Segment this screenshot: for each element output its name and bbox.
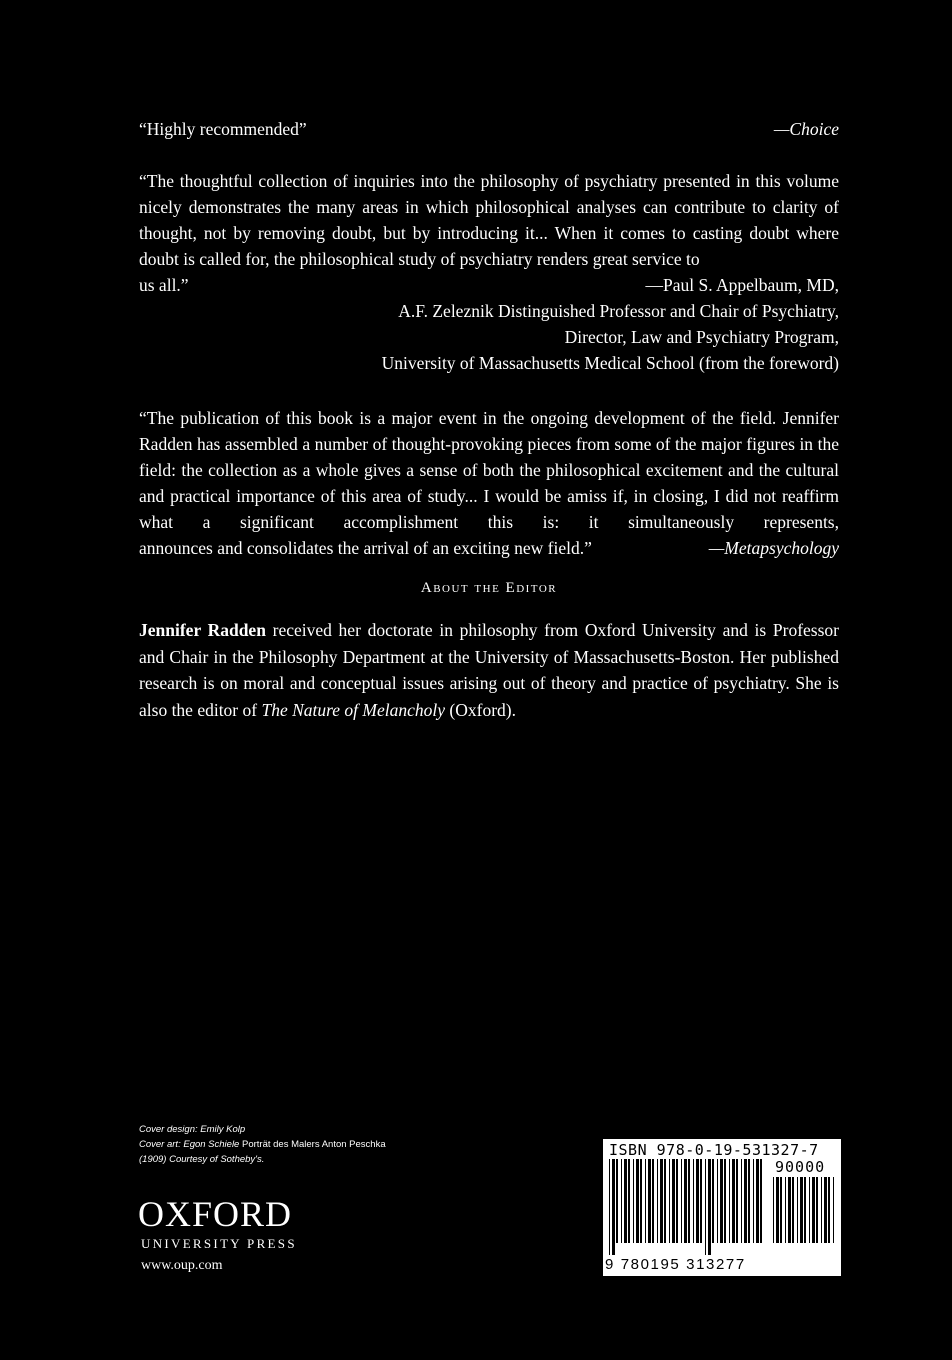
publisher-url[interactable]: www.oup.com bbox=[141, 1258, 223, 1273]
ean-bars bbox=[607, 1159, 767, 1255]
barcode-bar bbox=[724, 1159, 726, 1243]
barcode-bar bbox=[744, 1159, 747, 1243]
review-3-source: —Metapsychology bbox=[708, 538, 839, 558]
barcode-bar bbox=[760, 1159, 762, 1243]
barcode-bar bbox=[809, 1177, 810, 1243]
design-name: Emily Kolp bbox=[200, 1124, 246, 1135]
barcode-bar bbox=[652, 1159, 654, 1243]
review-3 bbox=[139, 405, 839, 561]
barcode-bar bbox=[720, 1159, 723, 1243]
art-title: Porträt des Malers Anton Peschka bbox=[241, 1139, 386, 1150]
isbn-barcode bbox=[603, 1139, 841, 1276]
barcode-bar bbox=[824, 1177, 827, 1243]
design-label: Cover design: bbox=[139, 1124, 198, 1135]
review-1-source: —Choice bbox=[773, 119, 839, 139]
barcode-bar bbox=[773, 1177, 774, 1243]
barcode-bar bbox=[828, 1177, 830, 1243]
barcode-bar bbox=[609, 1159, 610, 1255]
barcode-bar bbox=[693, 1159, 694, 1243]
barcode-bar bbox=[812, 1177, 815, 1243]
review-2 bbox=[139, 168, 839, 376]
barcode-bar bbox=[681, 1159, 682, 1243]
review-2-affiliation-1: A.F. Zeleznik Distinguished Professor and Chair of Psychiatry, bbox=[398, 301, 839, 321]
review-3-quote-end: announces and consolidates the arrival of an exciting new field.” bbox=[139, 538, 592, 558]
barcode-bar bbox=[748, 1159, 750, 1243]
barcode-bar bbox=[648, 1159, 651, 1243]
addon-bars bbox=[771, 1177, 837, 1255]
barcode-bar bbox=[800, 1177, 803, 1243]
barcode-bar bbox=[640, 1159, 642, 1243]
barcode-bar bbox=[664, 1159, 666, 1243]
review-2-affiliation-3: University of Massachusetts Medical School (from the foreword) bbox=[381, 353, 839, 373]
ean-digits: 9 780195 313277 bbox=[605, 1256, 746, 1273]
about-heading: About the Editor bbox=[420, 580, 558, 596]
barcode-bar bbox=[696, 1159, 699, 1243]
barcode-bar bbox=[657, 1159, 658, 1243]
barcode-bar bbox=[797, 1177, 798, 1243]
barcode-bar bbox=[645, 1159, 646, 1243]
barcode-bar bbox=[616, 1159, 618, 1243]
review-1-quote: “Highly recommended” bbox=[139, 119, 307, 139]
art-line2: (1909) Courtesy of Sotheby's. bbox=[139, 1154, 265, 1165]
publisher-logo: OXFORD bbox=[138, 1194, 293, 1234]
barcode-bar bbox=[816, 1177, 818, 1243]
barcode-bar bbox=[712, 1159, 714, 1243]
review-2-source: —Paul S. Appelbaum, MD, bbox=[645, 275, 839, 295]
barcode-bar bbox=[612, 1159, 615, 1255]
barcode-bar bbox=[669, 1159, 670, 1243]
barcode-bar bbox=[756, 1159, 759, 1243]
barcode-bar bbox=[660, 1159, 663, 1243]
barcode-bar bbox=[804, 1177, 806, 1243]
barcode-bar bbox=[792, 1177, 794, 1243]
barcode-bar bbox=[676, 1159, 678, 1243]
about-text-2: (Oxford). bbox=[445, 699, 516, 720]
review-3-quote: “The publication of this book is a major event in the ongoing development of the field. Jennifer Radden has assembled a number of thought-provoking pieces from some of the major figures in the field: the collection as a whole gives a sense of both the philosophical excitement and the cultural and practical importance of this area of study... I would be amiss if, in closing, I did not reaffirm what a significant accomplishment this is: it simultaneously represents, bbox=[139, 408, 839, 532]
isbn-number: ISBN 978-0-19-531327-7 bbox=[609, 1141, 819, 1159]
book-title: The Nature of Melancholy bbox=[261, 699, 446, 720]
cover-credits bbox=[139, 1122, 439, 1167]
barcode-bar bbox=[624, 1159, 627, 1243]
barcode-bar bbox=[776, 1177, 779, 1243]
art-artist: Egon Schiele bbox=[183, 1139, 240, 1150]
barcode-bar bbox=[636, 1159, 639, 1243]
barcode-bar bbox=[780, 1177, 782, 1243]
barcode-bar bbox=[785, 1177, 786, 1243]
review-2-affiliation-2: Director, Law and Psychiatry Program, bbox=[564, 327, 839, 347]
art-label: Cover art: bbox=[139, 1139, 181, 1150]
barcode-bar bbox=[741, 1159, 742, 1243]
review-2-quote: “The thoughtful collection of inquiries into the philosophy of psychiatry presented in this volume nicely demonstrates the many areas in which philosophical analyses can contribute to clarity of thought, not by removing doubt, but by introducing it... When it comes to casting doubt where doubt is called for, the philosophical study of psychiatry renders great service to bbox=[139, 171, 839, 269]
barcode-bar bbox=[633, 1159, 634, 1243]
barcode-bar bbox=[708, 1159, 711, 1255]
publisher-subtitle: UNIVERSITY PRESS bbox=[141, 1236, 297, 1251]
barcode-bar bbox=[717, 1159, 718, 1243]
barcode-bar bbox=[821, 1177, 822, 1243]
barcode-bar bbox=[833, 1177, 834, 1243]
barcode-bar bbox=[628, 1159, 630, 1243]
barcode-bar bbox=[705, 1159, 706, 1255]
editor-name: Jennifer Radden bbox=[139, 620, 266, 640]
barcode-bar bbox=[732, 1159, 735, 1243]
barcode-bar bbox=[684, 1159, 687, 1243]
barcode-bar bbox=[753, 1159, 754, 1243]
about-editor bbox=[139, 617, 839, 723]
about-text-1: received her doctorate in philosophy from Oxford University and is Professor and Chair in the Philosophy Department at the University of Massachusetts-Boston. Her published research is on moral and conceptual issues arising out of theory and practice of psychiatry. She is also the editor of bbox=[139, 620, 840, 720]
barcode-bar bbox=[736, 1159, 738, 1243]
review-2-quote-end: us all.” bbox=[139, 275, 189, 295]
barcode-bar bbox=[729, 1159, 730, 1243]
barcode-bar bbox=[672, 1159, 675, 1243]
barcode-bar bbox=[688, 1159, 690, 1243]
barcode-bar bbox=[788, 1177, 791, 1243]
barcode-bar bbox=[621, 1159, 622, 1243]
barcode-bar bbox=[700, 1159, 702, 1243]
price-code: 90000 bbox=[775, 1158, 826, 1176]
review-1 bbox=[139, 116, 839, 142]
